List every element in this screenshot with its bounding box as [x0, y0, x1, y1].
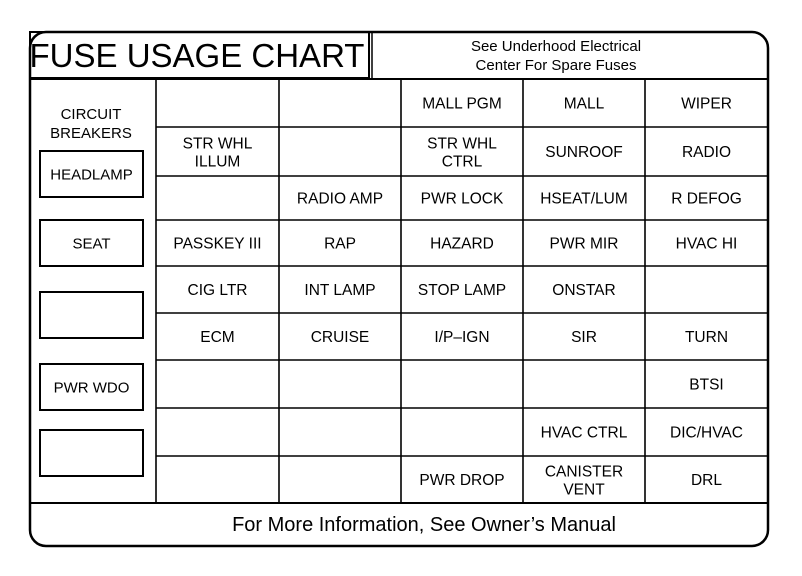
- fuse-label: CANISTER VENT: [544, 463, 624, 499]
- fuse-label: STR WHL ILLUM: [182, 135, 253, 171]
- fuse-label: CIG LTR: [187, 282, 248, 299]
- circuit-breaker-label: PWR WDO: [53, 379, 130, 397]
- fuse-label: BTSI: [689, 376, 724, 394]
- fuse-label: INT LAMP: [304, 282, 376, 299]
- fuse-label: PWR LOCK: [420, 190, 504, 208]
- outer-frame: [30, 32, 768, 546]
- fuse-label: PWR DROP: [419, 472, 505, 489]
- fuse-label: STOP LAMP: [417, 282, 507, 299]
- circuit-breaker-label: SEAT: [72, 235, 111, 253]
- fuse-label: HAZARD: [430, 235, 494, 253]
- fuse-label: WIPER: [681, 95, 732, 113]
- fuse-label: DIC/HVAC: [670, 424, 743, 442]
- note-line-1: See Underhood Electrical: [470, 38, 642, 55]
- fuse-label: MALL: [563, 95, 605, 113]
- fuse-label: TURN: [684, 329, 729, 346]
- fuse-label: MALL PGM: [422, 95, 502, 113]
- fuse-label: RADIO AMP: [296, 190, 384, 208]
- circuit-breakers-heading-2: BREAKERS: [50, 125, 132, 142]
- circuit-breaker-label: HEADLAMP: [50, 166, 133, 184]
- footer-note: For More Information, See Owner’s Manual: [232, 514, 616, 536]
- fuse-label: PASSKEY III: [173, 235, 262, 253]
- fuse-label: ONSTAR: [552, 282, 616, 299]
- note-line-2: Center For Spare Fuses: [475, 57, 637, 74]
- fuse-label: CRUISE: [310, 329, 370, 346]
- fuse-label: HSEAT/LUM: [540, 190, 628, 208]
- fuse-label: RAP: [324, 235, 356, 253]
- fuse-label: ECM: [200, 329, 235, 346]
- fuse-label: HVAC CTRL: [540, 424, 628, 442]
- circuit-breakers-heading-1: CIRCUIT: [60, 106, 122, 123]
- fuse-label: SUNROOF: [545, 144, 623, 161]
- fuse-label: DRL: [690, 472, 723, 489]
- fuse-label: PWR MIR: [549, 235, 619, 253]
- fuse-label: R DEFOG: [671, 190, 742, 208]
- fuse-label: HVAC HI: [675, 235, 738, 253]
- fuse-label: SIR: [571, 329, 597, 346]
- chart-title: FUSE USAGE CHART: [29, 37, 365, 74]
- fuse-label: STR WHL CTRL: [427, 135, 497, 171]
- fuse-label: RADIO: [681, 144, 732, 161]
- fuse-label: I/P–IGN: [434, 329, 490, 346]
